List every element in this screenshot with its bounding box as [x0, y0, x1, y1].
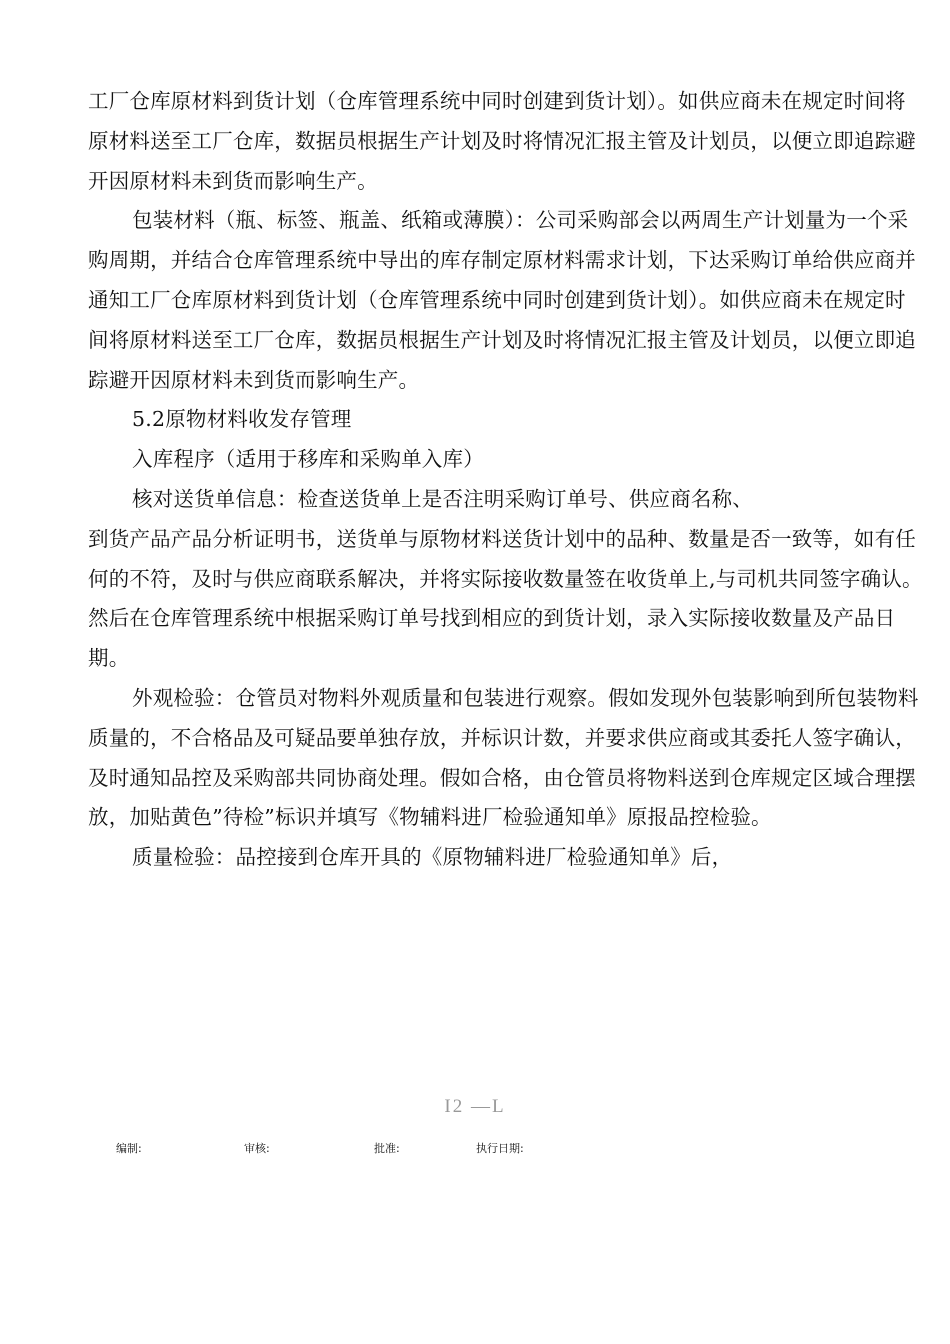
- paragraph-line: 到货产品产品分析证明书，送货单与原物材料送货计划中的品种、数量是否一致等，如有任: [88, 526, 916, 551]
- section-heading: 5.2原物材料收发存管理: [132, 407, 352, 432]
- approval-footer: [0, 1140, 950, 1156]
- page-number: I2 —L: [444, 1096, 506, 1117]
- reviewed-by-label: 审核:: [244, 1142, 270, 1155]
- effective-date-label: 执行日期:: [476, 1142, 524, 1155]
- subsection-heading: 入库程序（适用于移库和采购单入库）: [132, 447, 484, 472]
- prepared-by-label: 编制:: [116, 1142, 142, 1155]
- paragraph-line: 通知工厂仓库原材料到货计划（仓库管理系统中同时创建到货计划）。如供应商未在规定时: [88, 287, 906, 312]
- paragraph-line: 质量的，不合格品及可疑品要单独存放，并标识计数，并要求供应商或其委托人签字确认，: [88, 725, 916, 750]
- document-body: [88, 82, 950, 878]
- paragraph-line: 包装材料（瓶、标签、瓶盖、纸箱或薄膜）：公司采购部会以两周生产计划量为一个采: [132, 208, 909, 233]
- paragraph-line: 开因原材料未到货而影响生产。: [88, 168, 378, 193]
- paragraph-line: 放，加贴黄色”待检”标识并填写《物辅料进厂检验通知单》原报品控检验。: [88, 805, 772, 830]
- paragraph-line: 间将原材料送至工厂仓库，数据员根据生产计划及时将情况汇报主管及计划员，以便立即追: [88, 327, 916, 352]
- paragraph-line: 及时通知品控及采购部共同协商处理。假如合格，由仓管员将物料送到仓库规定区域合理摆: [88, 765, 916, 790]
- paragraph-line: 工厂仓库原材料到货计划（仓库管理系统中同时创建到货计划）。如供应商未在规定时间将: [88, 89, 906, 113]
- approved-by-label: 批准:: [374, 1142, 400, 1155]
- paragraph-line: 外观检验：仓管员对物料外观质量和包装进行观察。假如发现外包装影响到所包装物料: [132, 685, 919, 710]
- paragraph-line: 购周期，并结合仓库管理系统中导出的库存制定原材料需求计划，下达采购订单给供应商并: [88, 248, 916, 273]
- paragraph-line: 然后在仓库管理系统中根据采购订单号找到相应的到货计划，录入实际接收数量及产品日: [88, 606, 896, 631]
- paragraph-line: 核对送货单信息：检查送货单上是否注明采购订单号、供应商名称、: [132, 486, 753, 511]
- paragraph-line: 质量检验：品控接到仓库开具的《原物辅料进厂检验通知单》后，: [132, 845, 733, 870]
- paragraph-line: 踪避开因原材料未到货而影响生产。: [88, 367, 420, 392]
- paragraph-line: 原材料送至工厂仓库，数据员根据生产计划及时将情况汇报主管及计划员，以便立即追踪避: [88, 128, 916, 153]
- paragraph-line: 期。: [88, 646, 130, 671]
- paragraph-line: 何的不符，及时与供应商联系解决，并将实际接收数量签在收货单上,与司机共同签字确认。: [88, 566, 923, 591]
